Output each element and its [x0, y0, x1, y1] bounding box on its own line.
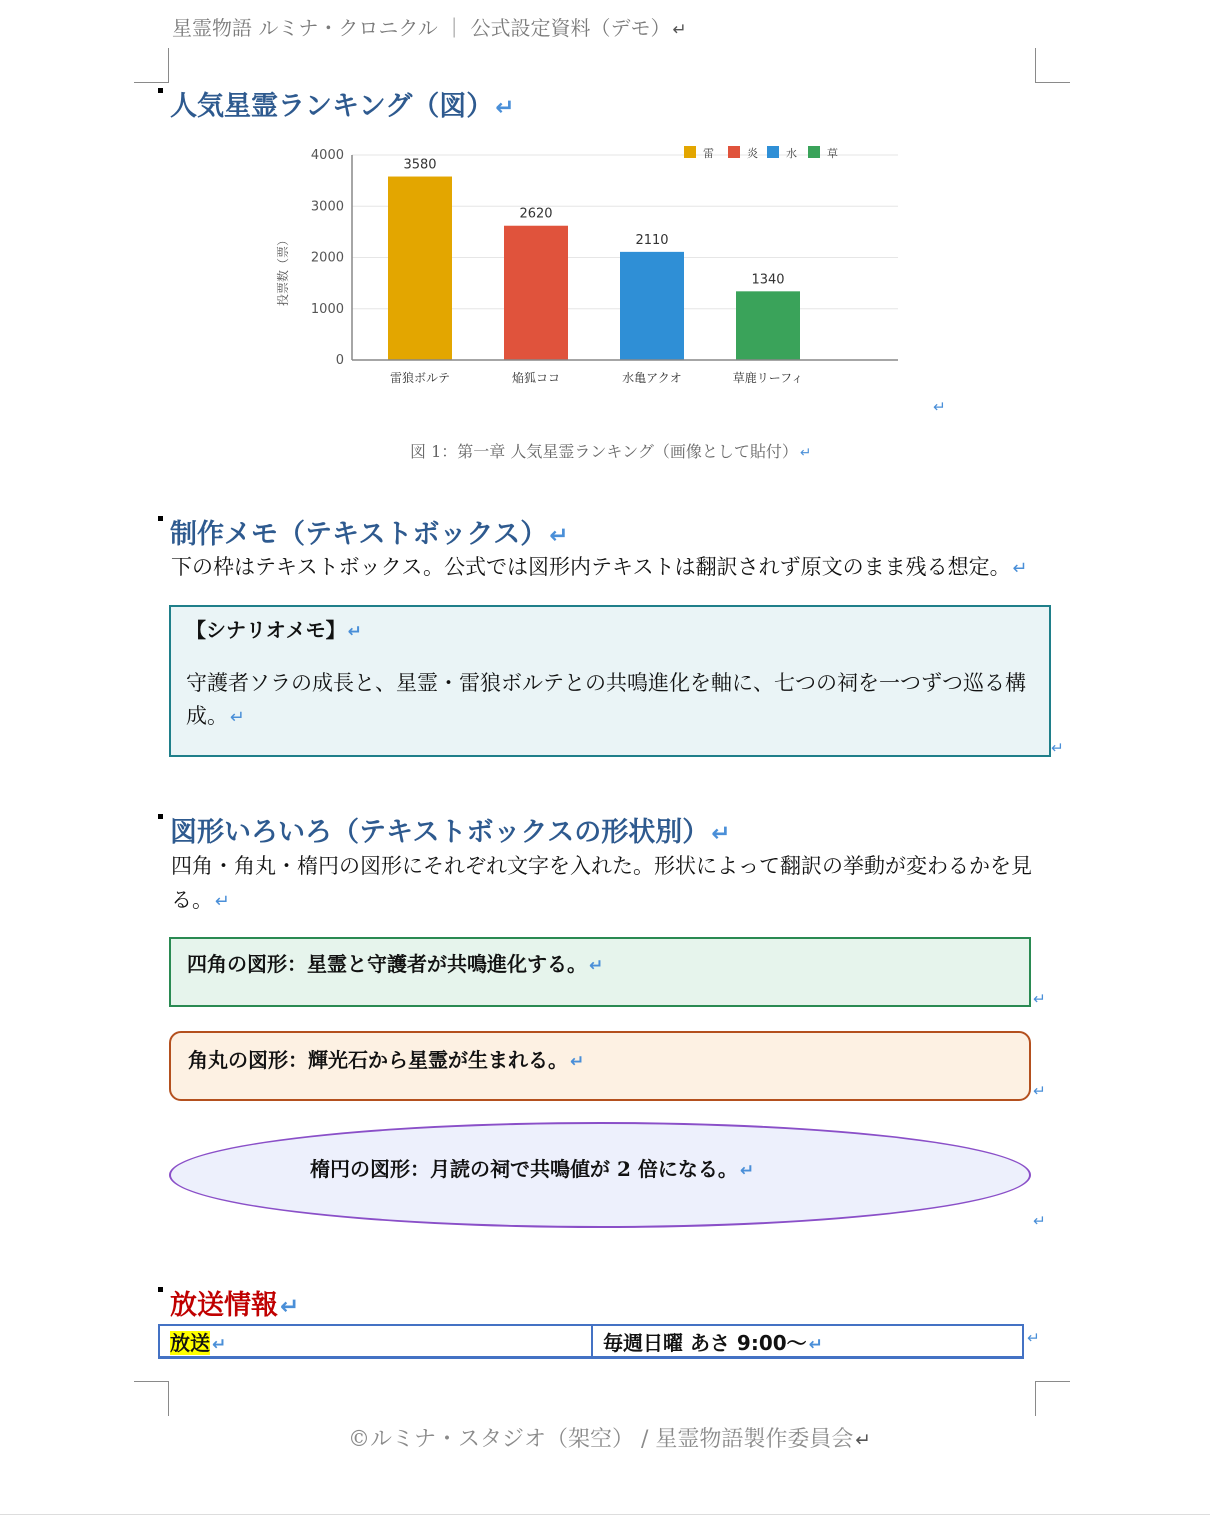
paragraph-mark: ↵	[212, 1335, 227, 1355]
chart-x-tick-label: 雷狼ボルテ	[389, 371, 451, 385]
heading-shapes-text: 図形いろいろ（テキストボックスの形状別）	[170, 817, 710, 848]
heading-ranking-text: 人気星霊ランキング（図）	[170, 91, 494, 122]
chart-legend-label: 草	[827, 147, 838, 160]
list-bullet	[158, 814, 163, 819]
chart-y-tick-label: 2000	[310, 250, 344, 266]
list-bullet	[158, 88, 163, 93]
paragraph-mark: ↵	[1033, 1082, 1046, 1100]
heading-memo	[170, 512, 568, 551]
paragraph-mark: ↵	[1033, 1212, 1046, 1230]
chart-bar	[388, 177, 452, 360]
broadcast-label-text: 放送	[170, 1331, 210, 1355]
paragraph-mark: ↵	[1033, 990, 1046, 1008]
paragraph-mark: ↵	[347, 622, 362, 642]
chart-data-label: 2110	[635, 232, 669, 248]
crop-mark-bottom-right	[1035, 1381, 1070, 1416]
heading-broadcast-text: 放送情報	[170, 1290, 278, 1321]
paragraph-mark: ↵	[855, 1430, 872, 1451]
chart-bar	[736, 291, 800, 360]
figure-caption-text: 図 1：第一章 人気星霊ランキング（画像として貼付）	[410, 442, 798, 461]
anchor-mark	[1049, 737, 1064, 758]
anchor-mark	[1031, 1210, 1046, 1231]
chart-y-tick-label: 4000	[310, 148, 344, 163]
paragraph-mark: ↵	[672, 20, 687, 40]
paragraph-mark: ↵	[495, 95, 515, 121]
crop-mark-top-right	[1035, 48, 1070, 83]
memo-box-body-text: 守護者ソラの成長と、星霊・雷狼ボルテとの共鳴進化を軸に、七つの祠を一つずつ巡る構成。	[186, 671, 1026, 728]
header-text: 星霊物語 ルミナ・クロニクル ｜ 公式設定資料（デモ）	[172, 16, 671, 40]
heading-memo-text: 制作メモ（テキストボックス）	[170, 519, 548, 550]
chart-data-label: 3580	[403, 157, 437, 173]
paragraph-mark: ↵	[739, 1161, 755, 1181]
paragraph-mark: ↵	[215, 891, 230, 912]
paragraph-mark: ↵	[1051, 739, 1064, 757]
chart-legend-label: 炎	[747, 147, 758, 160]
broadcast-value-cell	[603, 1327, 823, 1356]
rectangle-shape-label	[187, 948, 603, 977]
page-bottom-edge	[0, 1514, 1210, 1515]
chart-legend	[684, 146, 838, 160]
chart-paragraph-mark	[931, 396, 946, 417]
running-header	[172, 12, 687, 41]
memo-box-body	[186, 667, 1036, 734]
chart-x-tick-label: 水亀アクオ	[622, 371, 682, 385]
shapes-intro-paragraph	[171, 849, 1041, 919]
broadcast-value-text: 毎週日曜 あさ 9:00〜	[603, 1331, 807, 1355]
paragraph-mark: ↵	[799, 445, 812, 461]
ellipse-shape-text: 楕円の図形：月読の祠で共鳴値が 2 倍になる。	[310, 1157, 738, 1181]
chart-legend-swatch	[808, 146, 820, 158]
chart-legend-label: 水	[786, 147, 797, 160]
anchor-mark	[1031, 1080, 1046, 1101]
memo-box-title	[186, 614, 362, 643]
running-footer	[348, 1422, 871, 1453]
chart-y-axis-label: 投票数（票）	[276, 233, 290, 307]
shapes-intro-text: 四角・角丸・楕円の図形にそれぞれ文字を入れた。形状によって翻訳の挙動が変わるかを見る。	[171, 854, 1032, 912]
rectangle-shape-text: 四角の図形：星霊と守護者が共鳴進化する。	[187, 952, 587, 976]
paragraph-mark: ↵	[280, 1294, 300, 1320]
chart-y-tick-label: 3000	[310, 199, 344, 215]
chart-x-tick-label: 草鹿リーフィ	[732, 371, 804, 385]
paragraph-mark: ↵	[808, 1335, 823, 1355]
footer-text: ©ルミナ・スタジオ（架空） / 星霊物語製作委員会	[348, 1427, 854, 1452]
paragraph-mark: ↵	[1027, 1329, 1040, 1347]
chart-x-tick-label: 焔狐ココ	[511, 371, 561, 385]
list-bullet	[158, 1287, 163, 1292]
paragraph-mark: ↵	[589, 956, 604, 976]
memo-intro-paragraph	[171, 550, 1028, 586]
memo-intro-text: 下の枠はテキストボックス。公式では図形内テキストは翻訳されず原文のまま残る想定。	[171, 555, 1011, 579]
chart-legend-swatch	[767, 146, 779, 158]
row-end-mark	[1025, 1327, 1040, 1348]
paragraph-mark: ↵	[711, 821, 731, 847]
paragraph-mark: ↵	[570, 1052, 585, 1072]
crop-mark-bottom-left	[134, 1381, 169, 1416]
memo-box-title-text: 【シナリオメモ】	[186, 618, 346, 642]
rounded-shape-text: 角丸の図形：輝光石から星霊が生まれる。	[188, 1048, 568, 1072]
paragraph-mark: ↵	[230, 707, 245, 728]
chart-bar	[504, 226, 568, 360]
broadcast-label-cell	[170, 1327, 226, 1356]
paragraph-mark: ↵	[549, 523, 569, 549]
chart-y-tick-label: 0	[335, 353, 344, 368]
chart-bar	[620, 252, 684, 360]
ellipse-shape-label	[310, 1153, 754, 1182]
heading-shapes	[170, 810, 730, 849]
heading-broadcast	[170, 1283, 299, 1322]
chart-data-label: 1340	[751, 272, 785, 288]
chart-y-tick-label: 1000	[310, 301, 344, 317]
paragraph-mark: ↵	[933, 398, 946, 416]
chart-legend-label: 雷	[703, 147, 714, 160]
list-bullet	[158, 516, 163, 521]
paragraph-mark: ↵	[1012, 558, 1028, 579]
broadcast-table-divider	[591, 1324, 593, 1358]
heading-ranking	[170, 84, 514, 123]
chart-legend-swatch	[684, 146, 696, 158]
chart-data-label: 2620	[519, 206, 553, 222]
ranking-bar-chart	[268, 135, 918, 400]
figure-caption	[410, 439, 811, 462]
chart-legend-swatch	[728, 146, 740, 158]
chart-bars	[388, 158, 800, 360]
rounded-shape-label	[188, 1044, 584, 1073]
anchor-mark	[1031, 988, 1046, 1009]
crop-mark-top-left	[134, 48, 169, 83]
